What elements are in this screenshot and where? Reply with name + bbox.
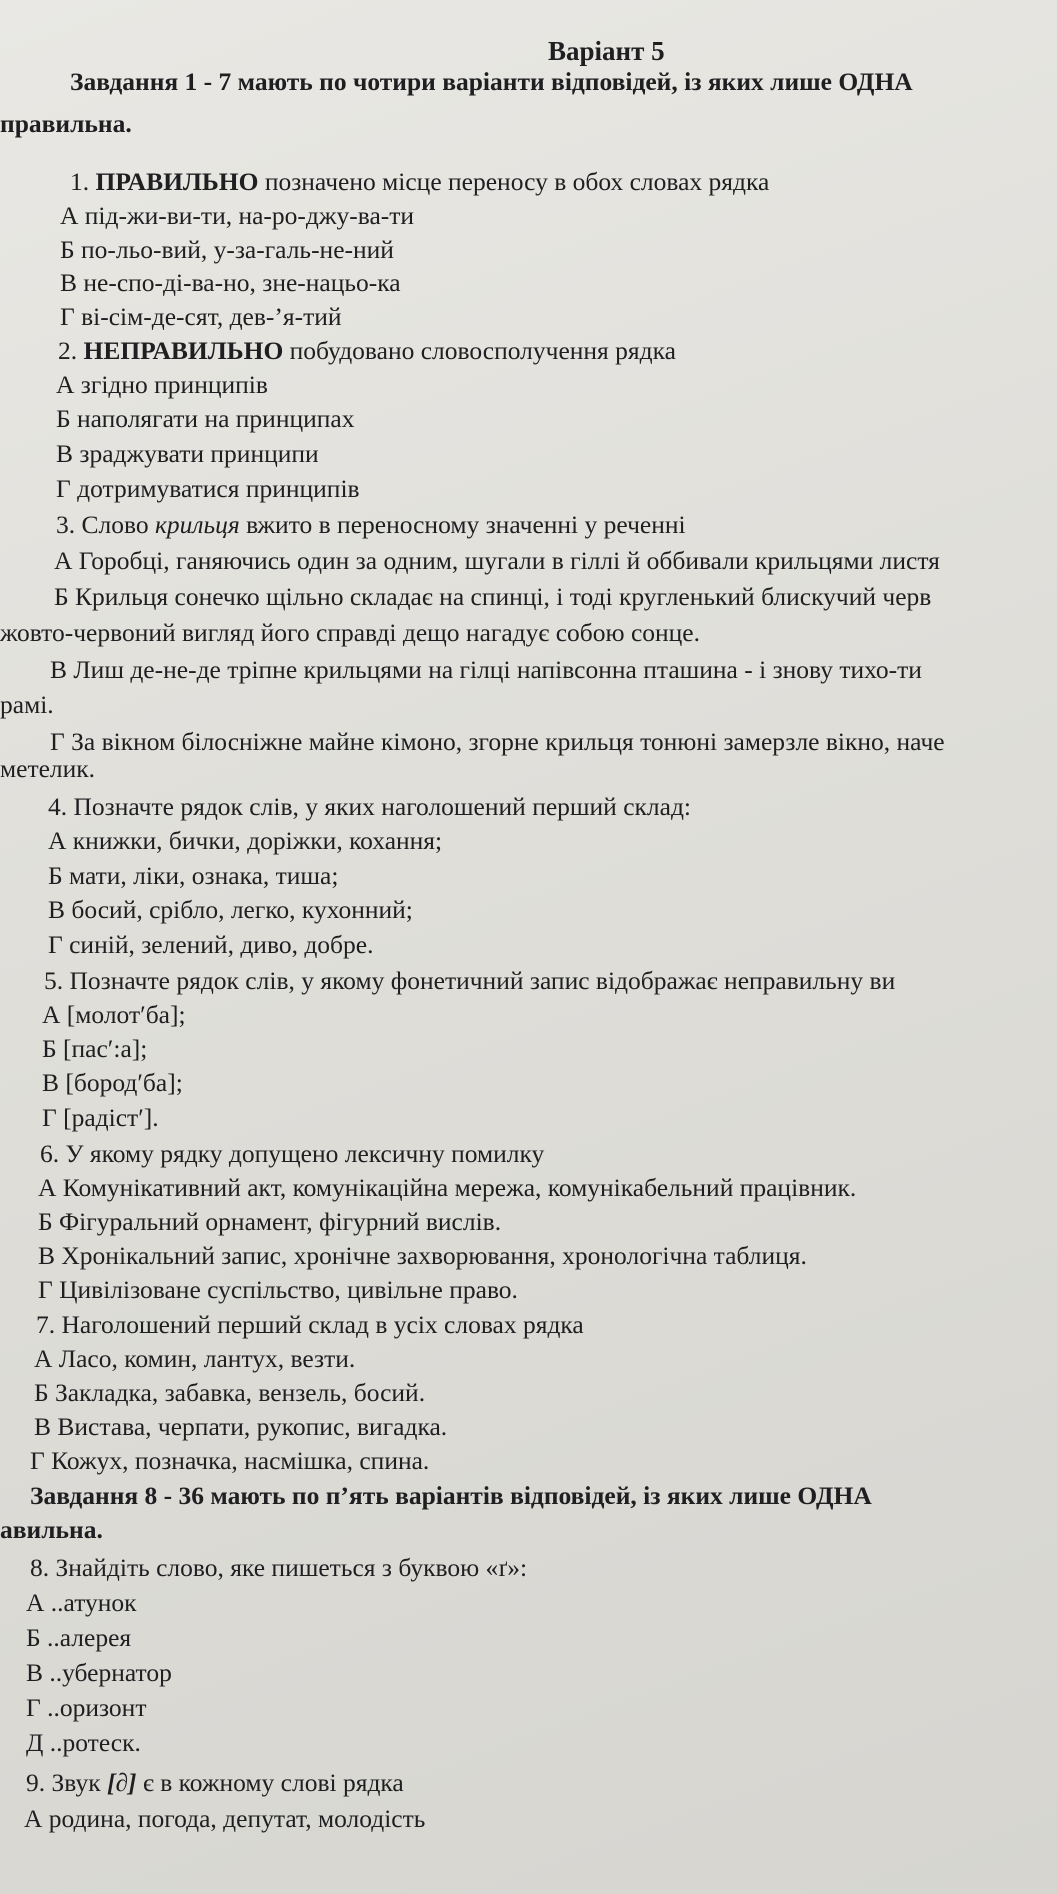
q6-option-d: Г Цивілізоване суспільство, цивільне право. <box>38 1275 518 1304</box>
q4-option-d: Г синій, зелений, диво, добре. <box>48 930 374 959</box>
question-2-text: побудовано словосполучення рядка <box>283 336 676 365</box>
q3-option-b: Б Крильця сонечко щільно складає на спинці, і тоді кругленький блискучий черв <box>54 582 932 611</box>
q3-option-d: Г За вікном білосніжне майне кімоно, згорне крильця тонюні замерзле вікно, наче <box>50 727 945 756</box>
q8-option-a: А ..атунок <box>26 1588 137 1617</box>
section2-instruction: Завдання 8 - 36 мають по п’ять варіантів відповідей, із яких лише ОДНА <box>30 1481 872 1510</box>
question-4: 4. Позначте рядок слів, у яких наголошений перший склад: <box>48 792 692 821</box>
q7-option-b: Б Закладка, забавка, вензель, босий. <box>34 1378 426 1407</box>
q7-option-a: А Ласо, комин, лантух, везти. <box>34 1344 356 1373</box>
question-9-prefix: 9. Звук <box>26 1768 107 1797</box>
question-2-prefix: 2. <box>58 336 84 365</box>
section1-instruction-cont: правильна. <box>0 109 132 138</box>
q8-option-c: В ..убернатор <box>26 1658 172 1687</box>
q8-option-d: Г ..оризонт <box>26 1693 147 1722</box>
section1-instruction: Завдання 1 - 7 мають по чотири варіанти відповідей, із яких лише ОДНА <box>70 67 913 96</box>
question-3-prefix: 3. Слово <box>56 510 155 539</box>
q6-option-b: Б Фігуральний орнамент, фігурний вислів. <box>38 1207 502 1236</box>
q1-option-d: Г ві-сім-де-сят, дев-’я-тий <box>60 302 342 331</box>
q3-option-c-cont: рамі. <box>0 690 54 719</box>
q5-option-a: А [молот′ба]; <box>42 1000 186 1029</box>
question-2 <box>58 336 676 366</box>
question-8: 8. Знайдіть слово, яке пишеться з буквою «ґ»: <box>30 1553 528 1582</box>
q4-option-a: А книжки, бички, доріжки, кохання; <box>48 826 443 855</box>
q4-option-b: Б мати, ліки, ознака, тиша; <box>48 861 339 890</box>
question-9 <box>26 1768 404 1798</box>
question-1-prefix: 1. <box>70 167 96 196</box>
q3-option-b-cont: жовто-червоний вигляд його справді дещо нагадує собою сонце. <box>0 618 700 647</box>
q2-option-c: В зраджувати принципи <box>56 439 319 468</box>
q7-option-c: В Вистава, черпати, рукопис, вигадка. <box>34 1412 448 1441</box>
question-2-emphasis: НЕПРАВИЛЬНО <box>83 336 284 365</box>
q1-option-b: Б по-льо-вий, у-за-галь-не-ний <box>60 235 394 264</box>
question-3 <box>56 510 686 540</box>
q8-option-e: Д ..ротеск. <box>26 1728 141 1757</box>
question-6: 6. У якому рядку допущено лексичну помилку <box>40 1139 545 1168</box>
q2-option-a: А згідно принципів <box>56 370 268 399</box>
variant-title: Варіант 5 <box>548 36 665 66</box>
q5-option-b: Б [пас′:а]; <box>42 1034 148 1063</box>
q3-option-d-cont: метелик. <box>0 754 96 783</box>
q3-option-a: А Горобці, ганяючись один за одним, шугали в гіллі й оббивали крильцями листя <box>54 546 940 575</box>
q6-option-a: А Комунікативний акт, комунікаційна мережа, комунікабельний працівник. <box>38 1173 857 1202</box>
q2-option-b: Б наполягати на принципах <box>56 404 355 433</box>
q3-option-c: В Лиш де-не-де тріпне крильцями на гілці напівсонна пташина - і знову тихо-ти <box>50 655 922 684</box>
question-3-italic-word: крильця <box>154 510 240 539</box>
question-9-text: є в кожному слові рядка <box>136 1768 404 1797</box>
q1-option-a: А під-жи-ви-ти, на-ро-джу-ва-ти <box>60 201 415 230</box>
q9-option-a: А родина, погода, депутат, молодість <box>24 1804 426 1833</box>
q2-option-d: Г дотримуватися принципів <box>56 474 360 503</box>
q6-option-c: В Хронікальний запис, хронічне захворювання, хронологічна таблиця. <box>38 1241 807 1270</box>
section2-instruction-cont: авильна. <box>0 1515 103 1544</box>
question-1-emphasis: ПРАВИЛЬНО <box>95 167 259 196</box>
q5-option-d: Г [радіст′]. <box>42 1103 159 1132</box>
q4-option-c: В босий, срібло, легко, кухонний; <box>48 895 413 924</box>
q1-option-c: В не-спо-ді-ва-но, зне-нацьо-ка <box>60 268 401 297</box>
q5-option-c: В [бород′ба]; <box>42 1068 183 1097</box>
question-1-text: позначено місце переносу в обох словах рядка <box>258 167 770 196</box>
question-3-text: вжито в переносному значенні у реченні <box>239 510 686 539</box>
question-5: 5. Позначте рядок слів, у якому фонетичний запис відображає неправильну ви <box>44 966 896 995</box>
question-9-sound: [∂] <box>106 1768 137 1797</box>
q7-option-d: Г Кожух, позначка, насмішка, спина. <box>30 1446 430 1475</box>
question-7: 7. Наголошений перший склад в усіх словах рядка <box>36 1310 584 1339</box>
q8-option-b: Б ..алерея <box>26 1623 132 1652</box>
question-1 <box>70 167 769 197</box>
